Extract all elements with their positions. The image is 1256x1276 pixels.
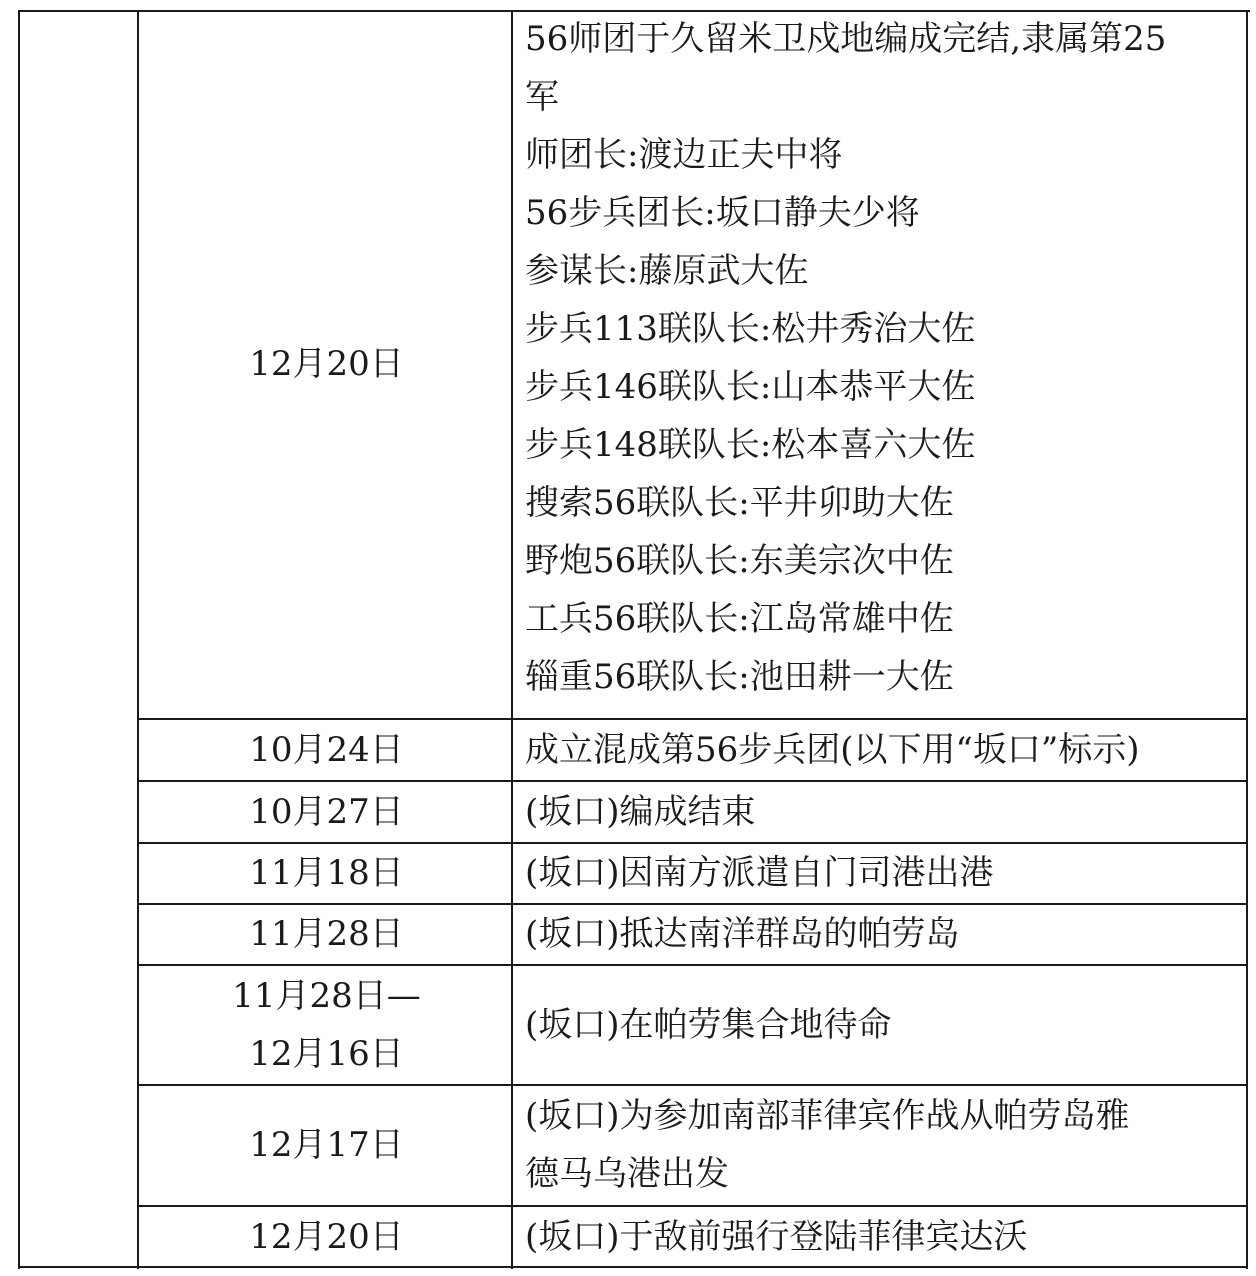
- event-text: (坂口)因南方派遣自门司港出港: [525, 853, 994, 893]
- row-divider: [137, 718, 1248, 720]
- date-cell: [140, 1208, 513, 1266]
- event-text: (坂口)编成结束: [525, 792, 756, 832]
- date-cell: [140, 844, 513, 902]
- date-cell: [140, 721, 513, 779]
- date-text: 12月17日: [249, 1125, 404, 1165]
- event-text: 56师团于久留米卫戍地编成完结,隶属第25: [525, 19, 1167, 59]
- row-divider: [137, 1084, 1248, 1086]
- date-text: 12月20日: [249, 344, 404, 384]
- event-text: (坂口)在帕劳集合地待命: [525, 1005, 892, 1045]
- date-cell: [140, 1116, 513, 1174]
- row-divider: [137, 780, 1248, 782]
- event-text: 野炮56联队长:东美宗次中佐: [525, 541, 954, 581]
- event-cell: [525, 996, 1240, 1054]
- event-cell: [525, 783, 1240, 841]
- date-text: 12月20日: [249, 1217, 404, 1257]
- event-text: 成立混成第56步兵团(以下用“坂口”标示): [525, 730, 1140, 770]
- row-divider: [137, 1205, 1248, 1207]
- event-cell: [525, 721, 1240, 779]
- event-text: 56步兵团长:坂口静夫少将: [525, 193, 920, 233]
- event-cell: [525, 10, 1240, 706]
- event-text: 步兵113联队长:松井秀治大佐: [525, 309, 976, 349]
- event-cell: [525, 844, 1240, 902]
- date-text: 11月18日: [249, 853, 404, 893]
- date-text: 11月28日—: [232, 976, 421, 1016]
- event-text: 搜索56联队长:平井卯助大佐: [525, 483, 954, 523]
- table-bottom-border: [18, 1266, 1248, 1268]
- date-text: 10月24日: [249, 730, 404, 770]
- column-divider-1: [137, 10, 139, 1269]
- event-text: 步兵146联队长:山本恭平大佐: [525, 367, 976, 407]
- date-text: 10月27日: [249, 792, 404, 832]
- event-text: 辎重56联队长:池田耕一大佐: [525, 657, 954, 697]
- date-text: 11月28日: [249, 914, 404, 954]
- date-cell: [140, 335, 513, 393]
- date-cell: [140, 905, 513, 963]
- event-text: (坂口)于敌前强行登陆菲律宾达沃: [525, 1217, 1028, 1257]
- date-cell: [140, 967, 513, 1083]
- event-text: 德马乌港出发: [525, 1154, 729, 1194]
- event-cell: [525, 905, 1240, 963]
- date-text: 12月16日: [249, 1034, 404, 1074]
- event-cell: [525, 1087, 1240, 1203]
- date-cell: [140, 783, 513, 841]
- event-text: (坂口)为参加南部菲律宾作战从帕劳岛雅: [525, 1096, 1130, 1136]
- row-divider: [137, 964, 1248, 966]
- event-text: 军: [525, 77, 559, 117]
- table-right-border: [1246, 10, 1248, 1269]
- event-text: 师团长:渡边正夫中将: [525, 135, 843, 175]
- event-text: 步兵148联队长:松本喜六大佐: [525, 425, 976, 465]
- event-text: (坂口)抵达南洋群岛的帕劳岛: [525, 914, 960, 954]
- event-cell: [525, 1208, 1240, 1266]
- event-text: 工兵56联队长:江岛常雄中佐: [525, 599, 954, 639]
- event-text: 参谋长:藤原武大佐: [525, 251, 809, 291]
